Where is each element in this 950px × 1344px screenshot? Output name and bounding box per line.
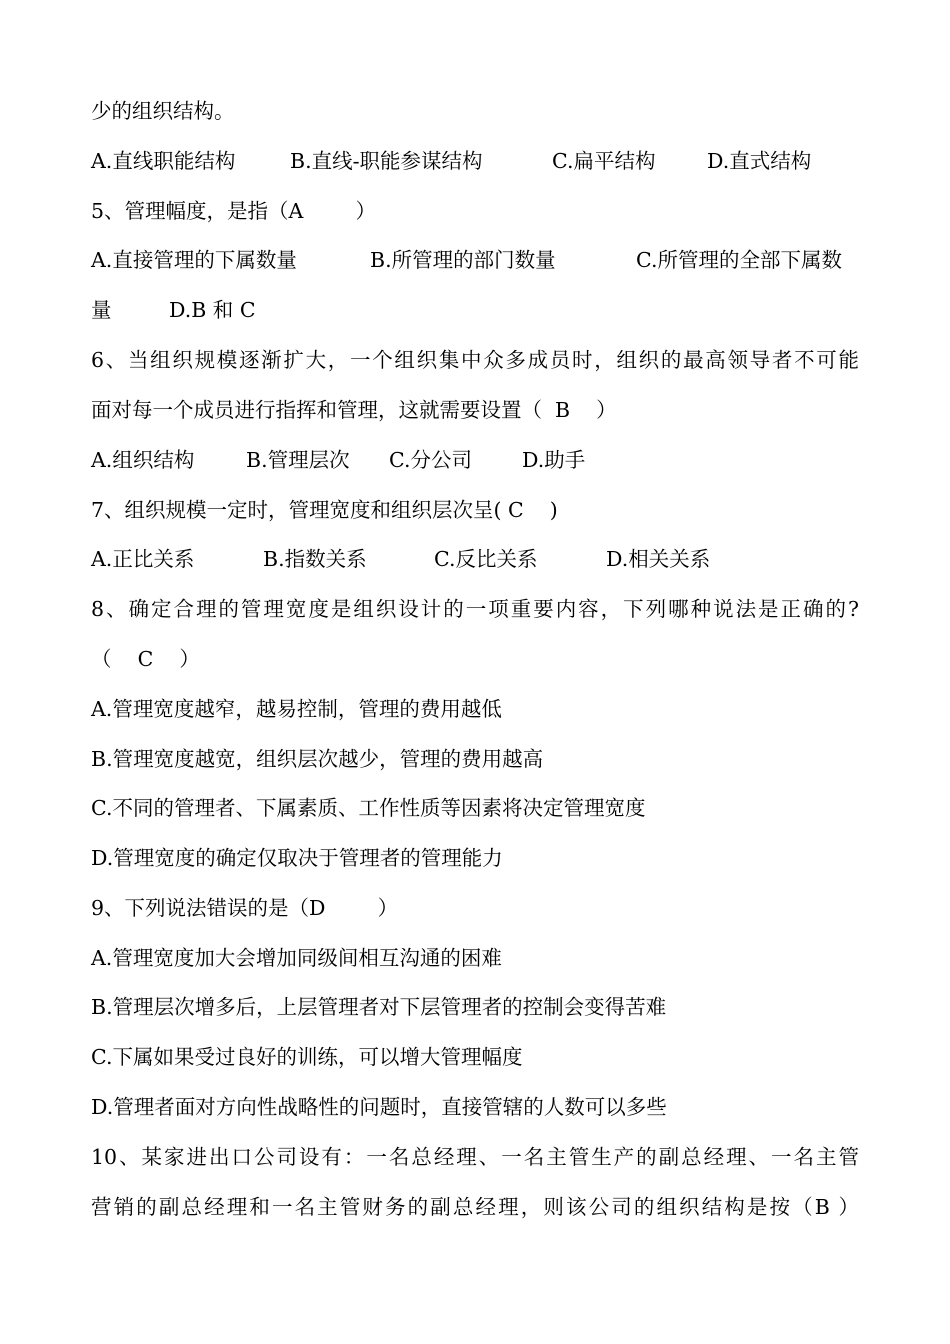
option-c: C.反比关系 [434, 547, 538, 571]
option-b: B.管理层次 [246, 448, 350, 472]
option-c-continued: 量 [91, 298, 112, 322]
question-9-option-c: C.下属如果受过良好的训练，可以增大管理幅度 [91, 1045, 523, 1069]
option-d: D.相关关系 [606, 547, 711, 571]
option-a: A.正比关系 [91, 547, 195, 571]
question-9-option-a: A.管理宽度加大会增加同级间相互沟通的困难 [91, 946, 502, 970]
question-5-options-row-2 [91, 296, 256, 324]
question-7-options [91, 545, 711, 573]
question-10-stem-line-1: 10、某家进出口公司设有：一名总经理、一名主管生产的副总经理、一名主管 [91, 1145, 859, 1169]
question-5-options-row-1 [91, 246, 842, 274]
question-9-stem: 9、下列说法错误的是（D ） [91, 896, 399, 920]
option-d: D.B 和 C [169, 298, 256, 322]
question-8-option-b: B.管理宽度越宽，组织层次越少，管理的费用越高 [91, 747, 544, 771]
question-9-option-d: D.管理者面对方向性战略性的问题时，直接管辖的人数可以多些 [91, 1095, 667, 1119]
question-6-options [91, 446, 586, 474]
question-8-stem-line-1: 8、确定合理的管理宽度是组织设计的一项重要内容，下列哪种说法是正确的? [91, 597, 859, 621]
option-b: B.直线-职能参谋结构 [290, 149, 483, 173]
option-d: D.直式结构 [707, 149, 812, 173]
question-6-stem-line-2: 面对每一个成员进行指挥和管理，这就需要设置（ B ） [91, 398, 617, 422]
option-a: A.直线职能结构 [91, 149, 236, 173]
question-8-stem-line-2: （ C ） [91, 647, 200, 671]
question-8-option-d: D.管理宽度的确定仅取决于管理者的管理能力 [91, 846, 503, 870]
option-b: B.所管理的部门数量 [370, 248, 556, 272]
option-c: C.分公司 [389, 448, 472, 472]
question-9-option-b: B.管理层次增多后，上层管理者对下层管理者的控制会变得苦难 [91, 995, 667, 1019]
option-d: D.助手 [522, 448, 586, 472]
text-line: 少的组织结构。 [91, 99, 235, 123]
question-8-option-c: C.不同的管理者、下属素质、工作性质等因素将决定管理宽度 [91, 796, 646, 820]
option-b: B.指数关系 [263, 547, 367, 571]
option-a: A.组织结构 [91, 448, 195, 472]
question-6-stem-line-1: 6、当组织规模逐渐扩大，一个组织集中众多成员时，组织的最高领导者不可能 [91, 348, 859, 372]
option-c: C.所管理的全部下属数 [636, 248, 842, 272]
question-5-stem: 5、管理幅度，是指（A ） [91, 199, 376, 223]
option-a: A.直接管理的下属数量 [91, 248, 297, 272]
option-c: C.扁平结构 [552, 149, 656, 173]
question-4-options [91, 147, 812, 175]
question-8-option-a: A.管理宽度越窄，越易控制，管理的费用越低 [91, 697, 502, 721]
question-7-stem: 7、组织规模一定时，管理宽度和组织层次呈( C ) [91, 498, 558, 522]
question-10-stem-line-2: 营销的副总经理和一名主管财务的副总经理，则该公司的组织结构是按（B ） [91, 1195, 859, 1219]
